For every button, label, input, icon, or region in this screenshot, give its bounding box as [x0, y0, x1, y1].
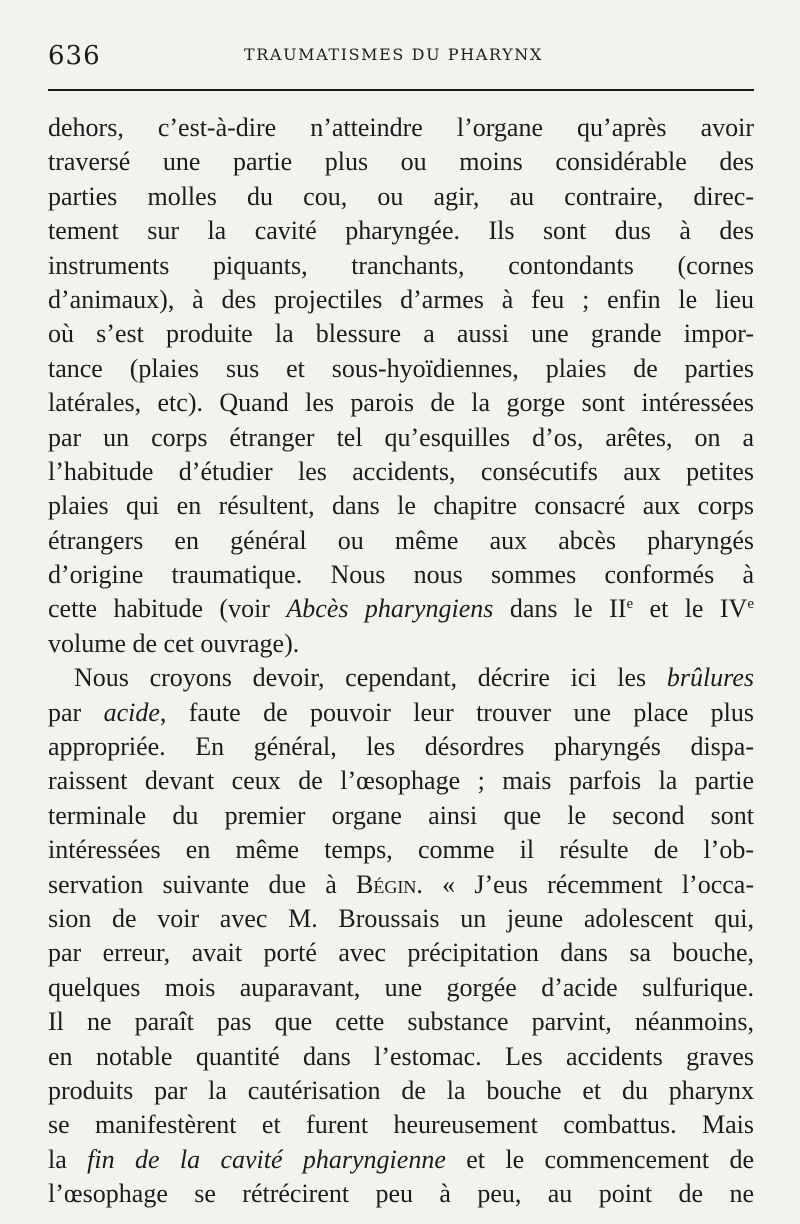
- italic-title: Abcès pharyngiens: [286, 594, 494, 624]
- text-line: par un corps étranger tel qu’esquilles d’os, arêtes, on a: [48, 422, 754, 452]
- text-line: l’œsophage se rétrécirent peu à peu, au point de ne: [48, 1179, 754, 1209]
- text-line: se manifestèrent et furent heureusement combattus. Mais: [48, 1110, 754, 1140]
- text-line: tance (plaies sus et sous-hyoïdiennes, plaies de parties: [48, 353, 754, 383]
- text-line: [48, 592, 754, 626]
- text-line: étrangers en général ou même aux abcès pharyngés: [48, 525, 754, 555]
- text-line: où s’est produite la blessure a aussi une grande impor-: [48, 319, 754, 349]
- text-line: appropriée. En général, les désordres pharyngés dispa-: [48, 732, 754, 762]
- text-line: raissent devant ceux de l’œsophage ; mais parfois la partie: [48, 766, 754, 796]
- text-line: [48, 868, 754, 902]
- page-header: [48, 38, 753, 74]
- text-line: tement sur la cavité pharyngée. Ils sont dus à des: [48, 216, 754, 246]
- text-line: intéressées en même temps, comme il résulte de l’ob-: [48, 835, 754, 865]
- page-number: 636: [48, 41, 101, 71]
- text-line: [48, 1143, 754, 1177]
- text-line: instruments piquants, tranchants, contondants (cornes: [48, 250, 754, 280]
- text-fragment: par: [48, 697, 104, 727]
- text-fragment: et le commencement de: [445, 1144, 754, 1174]
- text-line: terminale du premier organe ainsi que le second sont: [48, 800, 754, 830]
- text-line: [48, 696, 754, 730]
- italic-term: acide: [103, 697, 160, 727]
- text-fragment: cette habitude (voir: [48, 594, 287, 624]
- text-fragment: la: [48, 1144, 88, 1174]
- text-fragment: dans le II: [493, 594, 627, 624]
- text-line: dehors, c’est-à-dire n’atteindre l’organe qu’après avoir: [48, 113, 754, 142]
- italic-term: brûlures: [666, 663, 754, 693]
- text-line: d’origine traumatique. Nous nous sommes conformés à: [48, 560, 754, 590]
- text-fragment: . « J’eus récemment l’occa-: [416, 869, 754, 899]
- text-fragment: , faute de pouvoir leur trouver une place plus: [159, 697, 754, 727]
- text-fragment: et le IV: [633, 594, 748, 624]
- text-line: d’animaux), à des projectiles d’armes à feu ; enfin le lieu: [48, 284, 754, 314]
- text-line: l’habitude d’étudier les accidents, consécutifs aux petites: [48, 456, 754, 486]
- text-line: volume de cet ouvrage).: [48, 628, 300, 658]
- text-line: traversé une partie plus ou moins considérable des: [48, 147, 754, 177]
- body-text: [48, 111, 754, 1212]
- text-fragment: Nous croyons devoir, cependant, décrire ici les: [74, 663, 667, 693]
- superscript: e: [626, 596, 634, 613]
- text-line: quelques mois auparavant, une gorgée d’acide sulfurique.: [48, 972, 754, 1002]
- text-line: par erreur, avait porté avec précipitation dans sa bouche,: [48, 938, 754, 968]
- text-line: Il ne paraît pas que cette substance parvint, néanmoins,: [48, 1007, 754, 1037]
- text-line: latérales, etc). Quand les parois de la gorge sont intéressées: [48, 388, 754, 418]
- text-line: [48, 661, 754, 695]
- header-rule: [48, 89, 754, 91]
- italic-term: fin de la cavité pharyngienne: [87, 1144, 446, 1174]
- text-line: en notable quantité dans l’estomac. Les accidents graves: [48, 1041, 754, 1071]
- text-line: plaies qui en résultent, dans le chapitre consacré aux corps: [48, 491, 754, 521]
- running-title: TRAUMATISMES DU PHARYNX: [244, 45, 543, 64]
- superscript: e: [747, 596, 754, 613]
- text-line: produits par la cautérisation de la bouche et du pharynx: [48, 1075, 754, 1105]
- text-line: sion de voir avec M. Broussais un jeune adolescent qui,: [48, 903, 754, 933]
- text-fragment: servation suivante due à: [48, 869, 357, 899]
- text-line: parties molles du cou, ou agir, au contraire, direc-: [48, 181, 754, 211]
- author-name: Bégin: [356, 869, 417, 899]
